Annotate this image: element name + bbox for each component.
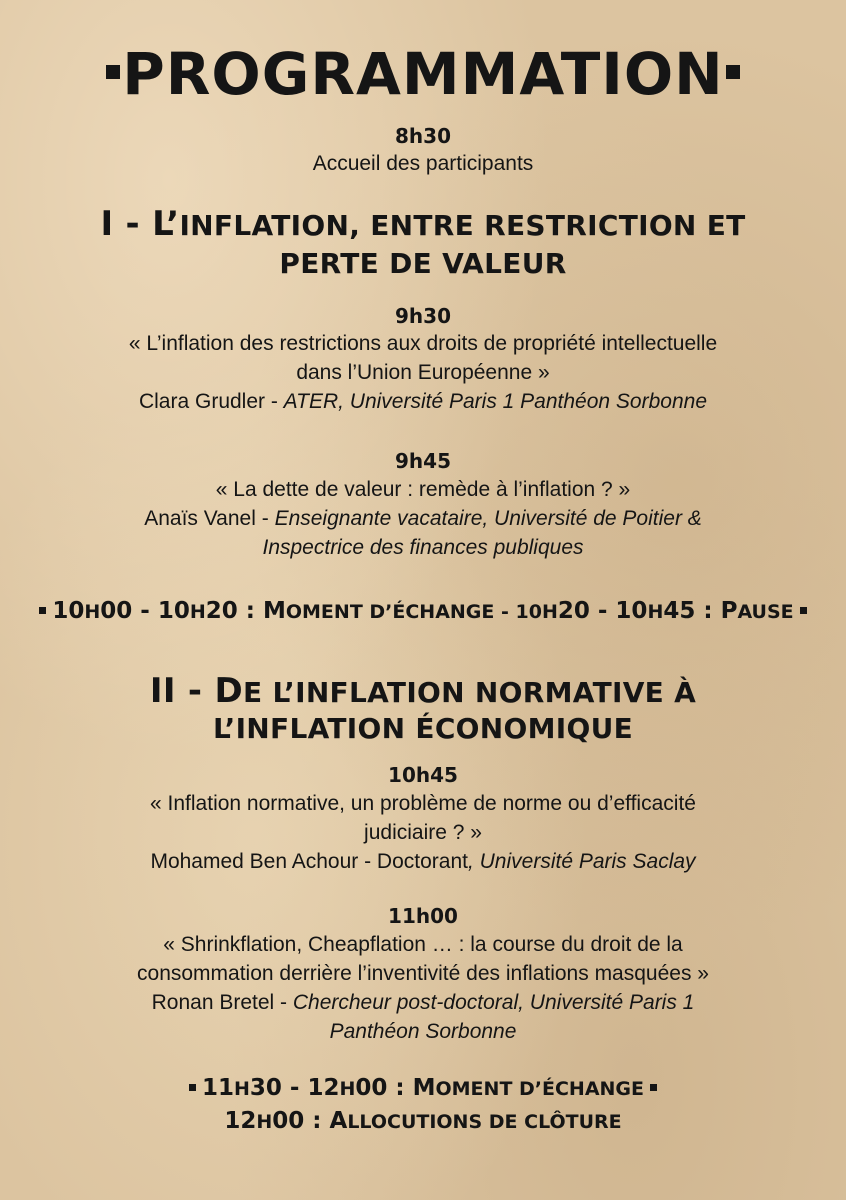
- speaker-role: , Université Paris Saclay: [467, 850, 696, 873]
- welcome-time: 8h30: [395, 124, 451, 148]
- bullet-square-icon: [39, 607, 46, 614]
- speaker-role: ATER, Université Paris 1 Panthéon Sorbonne: [283, 390, 708, 413]
- talk-title-line2: judiciaire ? »: [364, 821, 482, 844]
- bullet-square-icon: [189, 1084, 196, 1091]
- talk-speaker-role-line2: Inspectrice des finances publiques: [262, 536, 584, 559]
- talk-time: 11h00: [388, 904, 458, 928]
- talk-time: 9h45: [395, 449, 451, 473]
- section1-heading-line1: I - L’INFLATION, ENTRE RESTRICTION ET: [100, 204, 746, 244]
- talk-title-line2: dans l’Union Européenne »: [296, 361, 550, 384]
- speaker-role: Chercheur post-doctoral, Université Paris 1: [292, 991, 695, 1014]
- talk-speaker: [0, 847, 846, 876]
- talk-title-line1: « La dette de valeur : remède à l’inflation ? »: [215, 478, 631, 501]
- section1-heading-line2: PERTE DE VALEUR: [279, 247, 567, 280]
- closing-line: 12H00 : ALLOCUTIONS DE CLÔTURE: [224, 1108, 622, 1134]
- talk-time: 9h30: [395, 304, 451, 328]
- talk-speaker: [0, 387, 846, 416]
- talk-title-line2: consommation derrière l’inventivité des inflations masquées »: [137, 962, 709, 985]
- section2-heading-line2: L’INFLATION ÉCONOMIQUE: [212, 712, 634, 745]
- break1-line: 10H00 - 10H20 : MOMENT D’ÉCHANGE - 10H20 - 10H45 : PAUSE: [0, 598, 846, 625]
- page-title: PROGRAMMATION: [0, 42, 846, 106]
- bullet-square-icon: [650, 1084, 657, 1091]
- speaker-name: Anaïs Vanel -: [144, 507, 275, 530]
- bullet-square-icon: [800, 607, 807, 614]
- talk-title-line1: « Shrinkflation, Cheapflation … : la course du droit de la: [163, 933, 683, 956]
- speaker-name: Ronan Bretel -: [151, 991, 293, 1014]
- talk-title-line1: « L’inflation des restrictions aux droits de propriété intellectuelle: [128, 332, 718, 355]
- break2-line: 11H30 - 12H00 : MOMENT D’ÉCHANGE: [0, 1075, 846, 1102]
- talk-speaker: [0, 988, 846, 1017]
- speaker-name: Clara Grudler -: [138, 390, 284, 413]
- speaker-role: Enseignante vacataire, Université de Poitier &: [274, 507, 702, 530]
- speaker-name: Mohamed Ben Achour - Doctorant: [150, 850, 468, 873]
- welcome-text: Accueil des participants: [312, 152, 534, 175]
- talk-title-line1: « Inflation normative, un problème de norme ou d’efficacité: [150, 792, 696, 815]
- section2-heading-line1: II - DE L’INFLATION NORMATIVE À: [149, 671, 697, 711]
- talk-speaker-role-line2: Panthéon Sorbonne: [329, 1020, 517, 1043]
- bullet-square-icon: [106, 65, 120, 79]
- talk-speaker: [0, 504, 846, 533]
- bullet-square-icon: [726, 65, 740, 79]
- talk-time: 10h45: [388, 763, 458, 787]
